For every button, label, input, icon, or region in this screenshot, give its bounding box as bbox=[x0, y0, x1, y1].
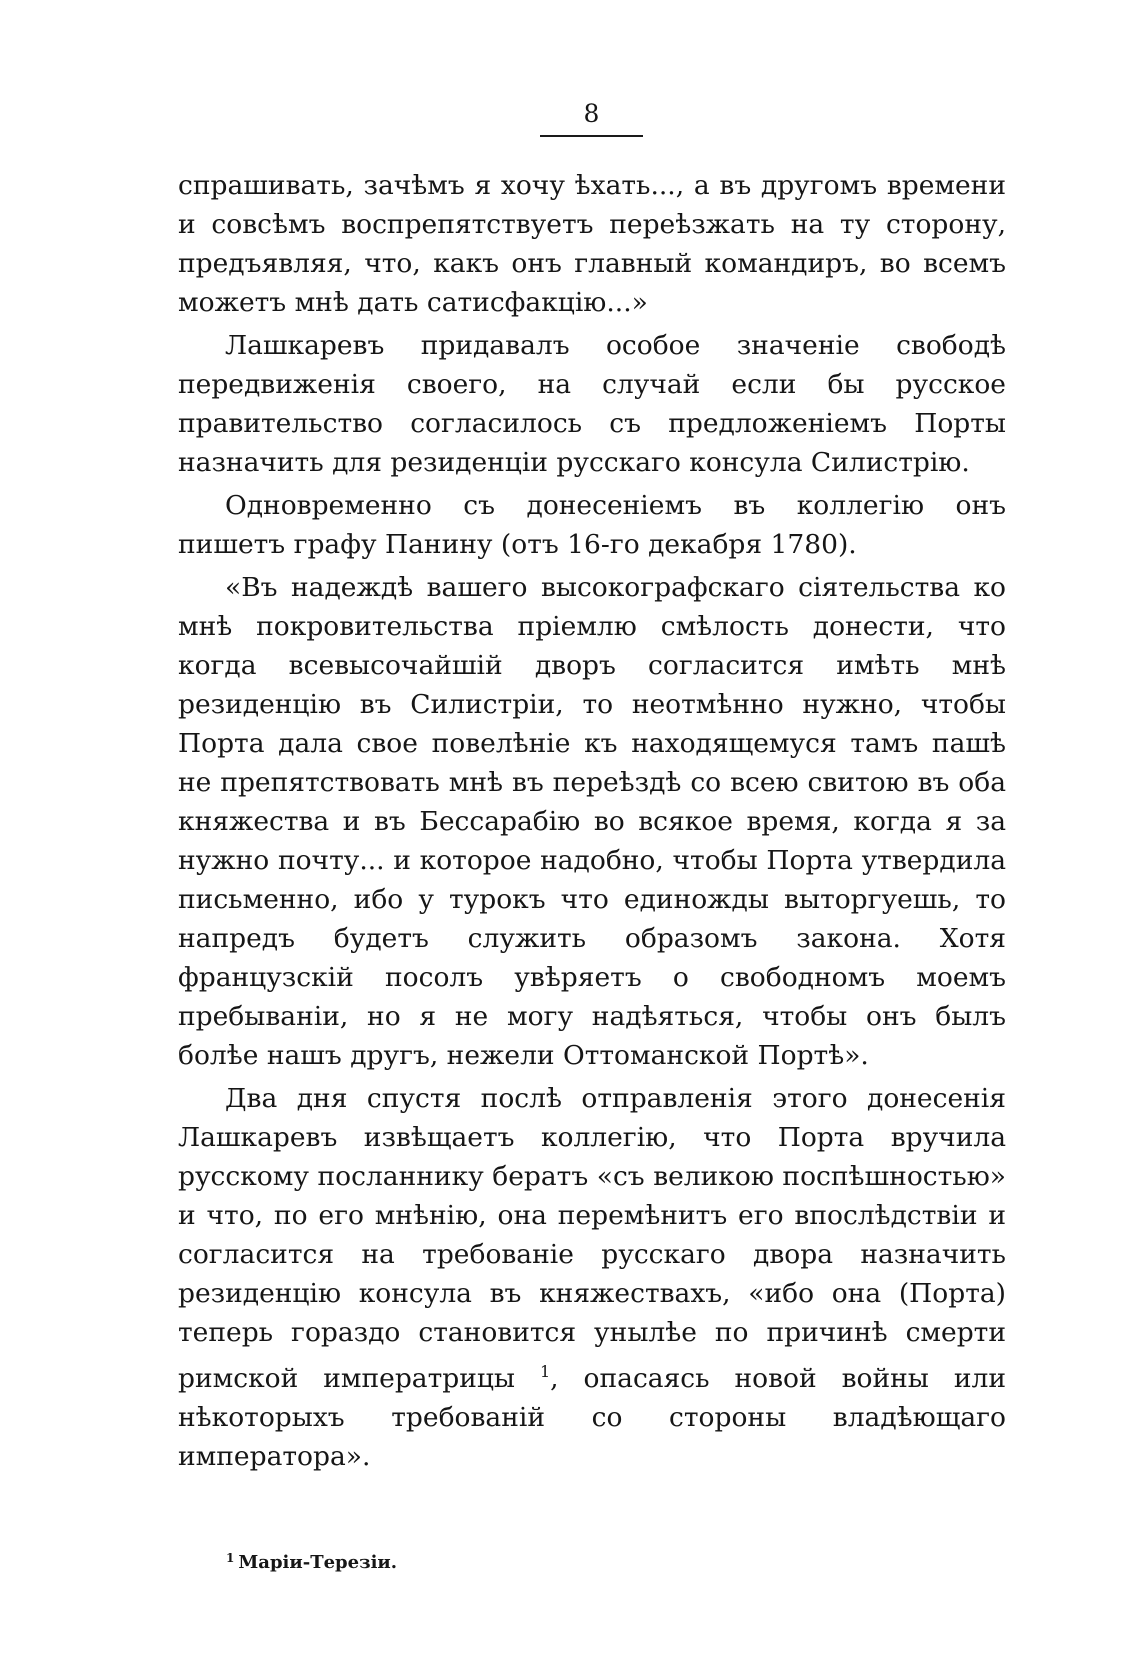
main-text bbox=[178, 166, 1006, 1480]
paragraph-2: Лашкаревъ придавалъ особое значеніе свободѣ передвиженія своего, на случай если бы русское правительство согласилось съ предложеніемъ Порты назначить для резиденціи русскаго консула Силистрію. bbox=[178, 330, 1006, 478]
paragraph-5 bbox=[178, 1079, 1006, 1476]
footnote-marker: 1 bbox=[226, 1551, 235, 1565]
page-number: 8 bbox=[583, 99, 600, 128]
paragraph-3: Одновременно съ донесеніемъ въ коллегію онъ пишетъ графу Панину (отъ 16-го декабря 1780). bbox=[178, 490, 1006, 560]
paragraph-5-text-before: Два дня спустя послѣ отправленія этого донесенія Лашкаревъ извѣщаетъ коллегію, что Порта вручила русскому посланнику бератъ «съ великою поспѣшностью» и что, по его мнѣнію, она перемѣнитъ его впослѣдствіи и согласится на требованіе русскаго двора назначить резиденцію консула въ княжествахъ, «ибо она (Порта) теперь гораздо становится унылѣе по причинѣ смерти римской императрицы bbox=[178, 1083, 1006, 1394]
paragraph-4-quote: «Въ надеждѣ вашего высокографскаго сіятельства ко мнѣ покровительства пріемлю смѣлость донести, что когда всевысочайшій дворъ согласится имѣть мнѣ резиденцію въ Силистріи, то неотмѣнно нужно, чтобы Порта дала свое повелѣніе къ находящемуся тамъ пашѣ не препятствовать мнѣ въ переѣздѣ со всею свитою въ оба княжества и въ Бессарабію во всякое время, когда я за нужно почту... и которое надобно, чтобы Порта утвердила письменно, ибо у турокъ что единожды выторгуешь, то напредъ будетъ служить образомъ закона. Хотя французскій посолъ увѣряетъ о свободномъ моемъ пребываніи, но я не могу надѣяться, чтобы онъ былъ болѣе нашъ другъ, нежели Оттоманской Портѣ». bbox=[178, 572, 1006, 1071]
footnote-text: Маріи-Терезіи. bbox=[238, 1552, 398, 1573]
paragraph-1: спрашивать, зачѣмъ я хочу ѣхать..., а въ другомъ времени и совсѣмъ воспрепятствуетъ переѣзжать на ту сторону, предъявляя, что, какъ онъ главный командиръ, во всемъ можетъ мнѣ дать сатисфакцію...» bbox=[178, 170, 1006, 318]
footnote-reference: 1 bbox=[539, 1362, 551, 1381]
paragraph-5-text-after: , опасаясь новой войны или нѣкоторыхъ требованій со стороны владѣющаго императора». bbox=[178, 1362, 1007, 1472]
page-number-rule bbox=[540, 135, 643, 137]
footnote bbox=[226, 1547, 397, 1574]
